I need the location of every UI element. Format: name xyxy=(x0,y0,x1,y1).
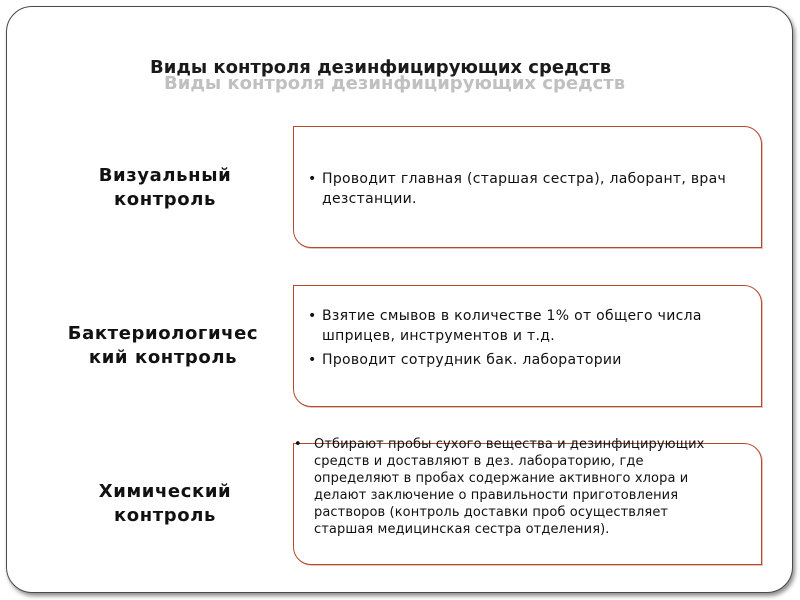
description-box-chemical xyxy=(293,437,762,565)
bullet-item: • Взятие смывов в количестве 1% от общего числа шприцев, инструментов и т.д. xyxy=(308,306,748,346)
row-label-line: Визуальный xyxy=(98,165,232,186)
row-label-line: Бактериологичес xyxy=(67,323,259,344)
slide-title: Виды контроля дезинфицирующих средств xyxy=(150,57,612,78)
row-label-line: контроль xyxy=(113,505,217,526)
row-label-line: Химический xyxy=(98,481,232,502)
row-label-chemical xyxy=(70,480,260,528)
bullet-item: • Отбирают пробы сухого вещества и дезинфицирующих средств и доставляют в дез. лабораторию, где определяют в пробах содержание активного хлора и делают заключение о правильности приготовления растворов (контроль доставки проб осуществляет старшая медицинская сестра отделения). xyxy=(294,436,724,538)
bullet-item: • Проводит сотрудник бак. лаборатории xyxy=(308,350,748,370)
description-box-visual xyxy=(293,126,762,248)
row-label-line: кий контроль xyxy=(88,347,238,368)
row-label-bacteriological xyxy=(48,322,278,370)
bullet-item: • Проводит главная (старшая сестра), лаборант, врач дезстанции. xyxy=(308,169,748,209)
description-box-bacteriological xyxy=(293,285,762,407)
row-label-line: контроль xyxy=(113,189,217,210)
row-label-visual xyxy=(70,164,260,212)
slide-title-shadow: Виды контроля дезинфицирующих средств xyxy=(164,73,626,94)
